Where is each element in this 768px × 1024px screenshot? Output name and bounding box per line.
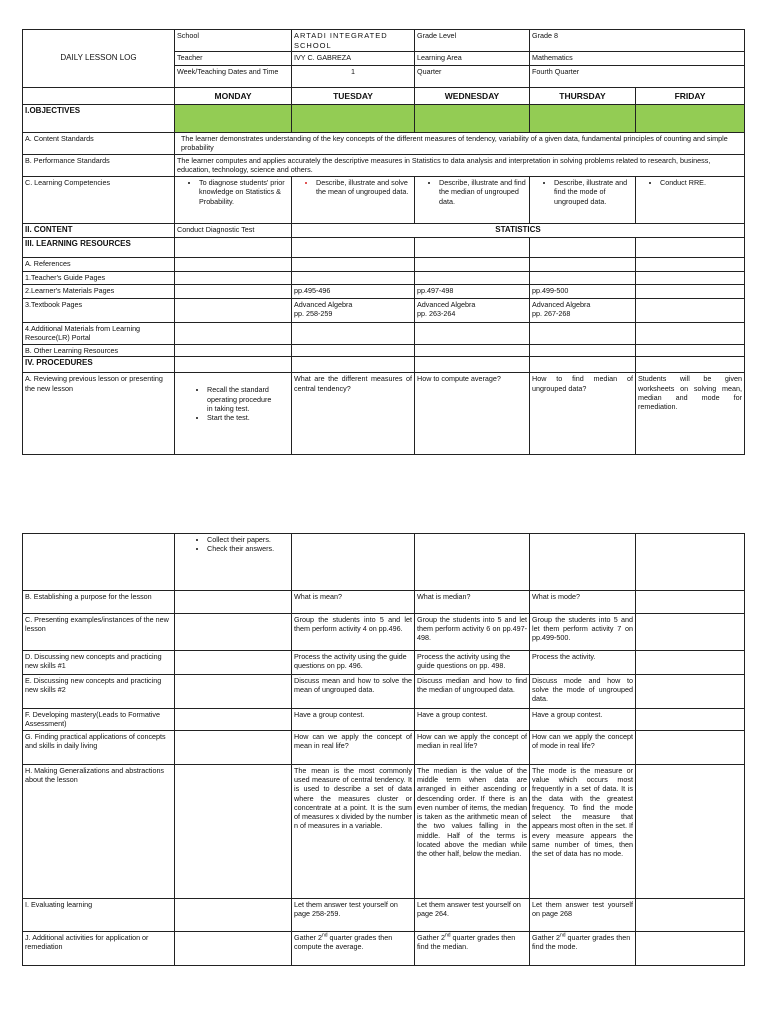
purpose-wed: What is median? [415,591,530,614]
quarter-label: Quarter [415,66,530,88]
week-label: Week/Teaching Dates and Time [175,66,292,88]
applications-wed: How can we apply the concept of median in real life? [415,731,530,765]
day-thursday: THURSDAY [530,88,636,105]
objectives-heading: I.OBJECTIVES [23,105,175,133]
objectives-fill-tue [292,105,415,133]
lesson-log-table-page1 [22,29,745,455]
mastery-thu: Have a group contest. [530,709,636,731]
textbook-tue: Advanced Algebra pp. 258-259 [292,299,415,323]
evaluating-label: I. Evaluating learning [23,899,175,932]
examples-tue: Group the students into 5 and let them perform activity 4 on pp.496. [292,614,415,651]
applications-label: G. Finding practical applications of concepts and skills in daily living [23,731,175,765]
content-standards-text: The learner demonstrates understanding of the key concepts of the different measures of tendency, variability of a given data, fundamental principles of counting and simple probability [175,133,745,155]
generalizations-wed: The median is the value of the middle term when data are arranged in either ascending or descending order. If there is an even number of items, the median is taken as the arithmetic mean of the two values falling in the middle. Half of the terms is located above the median while the other half, below the median. [415,765,530,899]
competencies-label: C. Learning Competencies [23,177,175,224]
performance-standards-label: B. Performance Standards [23,155,175,177]
review-mon [175,373,292,455]
performance-standards-text: The learner computes and applies accurately the descriptive measures in Statistics to data analysis and interpretation in solving problems related to research, business, education, technology, science and others. [175,155,745,177]
generalizations-label: H. Making Generalizations and abstractions about the lesson [23,765,175,899]
purpose-label: B. Establishing a purpose for the lesson [23,591,175,614]
competency-item: • To diagnose students' prior knowledge on Statistics & Probability. [199,178,289,206]
purpose-thu: What is mode? [530,591,636,614]
references-label: A. References [23,258,175,272]
day-wednesday: WEDNESDAY [415,88,530,105]
competency-tue [292,177,415,224]
review-item: • Check their answers. [207,544,289,553]
examples-label: C. Presenting examples/instances of the new lesson [23,614,175,651]
day-monday: MONDAY [175,88,292,105]
concepts-1-tue: Process the activity using the guide questions on pp. 496. [292,651,415,675]
objectives-fill-wed [415,105,530,133]
learning-area-label: Learning Area [415,52,530,66]
week-value: 1 [292,66,415,88]
review-mon-continued [175,534,292,591]
competency-wed [415,177,530,224]
concepts-1-label: D. Discussing new concepts and practicing new skills #1 [23,651,175,675]
competency-mon [175,177,292,224]
lm-pages-wed: pp.497-498 [415,285,530,299]
content-monday: Conduct Diagnostic Test [175,224,292,238]
competency-fri [636,177,745,224]
teacher-guide-label: 1.Teacher's Guide Pages [23,272,175,285]
evaluating-wed: Let them answer test yourself on page 264. [415,899,530,932]
teacher-value: IVY C. GABREZA [292,52,415,66]
teacher-label: Teacher [175,52,292,66]
examples-wed: Group the students into 5 and let them perform activity 6 on pp.497-498. [415,614,530,651]
additional-activities-wed: Gather 2nd quarter grades then find the median. [415,932,530,966]
school-label: School [175,30,292,52]
textbook-thu: Advanced Algebra pp. 267-268 [530,299,636,323]
concepts-1-wed: Process the activity using the guide questions on pp. 498. [415,651,530,675]
examples-thu: Group the students into 5 and let them perform activity 7 on pp.499-500. [530,614,636,651]
mastery-tue: Have a group contest. [292,709,415,731]
blank-cell [23,88,175,105]
content-standards-label: A. Content Standards [23,133,175,155]
review-wed: How to compute average? [415,373,530,455]
textbook-wed: Advanced Algebra pp. 263-264 [415,299,530,323]
lm-pages-thu: pp.499-500 [530,285,636,299]
review-tue: What are the different measures of central tendency? [292,373,415,455]
learning-resources-heading: III. LEARNING RESOURCES [23,238,175,258]
learner-materials-label: 2.Learner's Materials Pages [23,285,175,299]
concepts-1-thu: Process the activity. [530,651,636,675]
lesson-log-table-page2 [22,533,745,966]
review-item: • Start the test. [207,413,275,422]
log-title: DAILY LESSON LOG [23,30,175,88]
objectives-fill-mon [175,105,292,133]
competency-item: • Describe, illustrate and find the mode of ungrouped data. [554,178,633,206]
review-fri: Students will be given worksheets on solving mean, median and mode for remediation. [636,373,745,455]
objectives-fill-thu [530,105,636,133]
additional-activities-thu: Gather 2nd quarter grades then find the mode. [530,932,636,966]
applications-thu: How can we apply the concept of mode in real life? [530,731,636,765]
competency-thu [530,177,636,224]
review-lesson-label: A. Reviewing previous lesson or presenting the new lesson [23,373,175,455]
applications-tue: How can we apply the concept of mean in real life? [292,731,415,765]
generalizations-thu: The mode is the measure or value which occurs most frequently in a set of data. It is the data with the greatest frequency. To find the mode select the measure that appears most often in the set. If every measure appears the same number of times, then the set of data has no mode. [530,765,636,899]
learning-area-value: Mathematics [530,52,745,66]
day-tuesday: TUESDAY [292,88,415,105]
other-resources-label: B. Other Learning Resources [23,345,175,357]
competency-item: • Describe, illustrate and find the median of ungrouped data. [439,178,527,206]
concepts-2-thu: Discuss mode and how to solve the mode of ungrouped data. [530,675,636,709]
concepts-2-wed: Discuss median and how to find the median of ungrouped data. [415,675,530,709]
evaluating-thu: Let them answer test yourself on page 268 [530,899,636,932]
lm-pages-tue: pp.495-496 [292,285,415,299]
concepts-2-tue: Discuss mean and how to solve the mean of ungrouped data. [292,675,415,709]
day-friday: FRIDAY [636,88,745,105]
content-heading: II. CONTENT [23,224,175,238]
generalizations-tue: The mean is the most commonly used measure of central tendency. It is used to describe a set of data where the measures cluster or concentrate at a point. It is the sum of measures x divided by the number n of measures in a variable. [292,765,415,899]
additional-materials-label: 4.Additional Materials from Learning Resource(LR) Portal [23,323,175,345]
additional-activities-label: J. Additional activities for application or remediation [23,932,175,966]
purpose-tue: What is mean? [292,591,415,614]
mastery-wed: Have a group contest. [415,709,530,731]
content-statistics: STATISTICS [292,224,745,238]
textbook-label: 3.Textbook Pages [23,299,175,323]
additional-activities-tue: Gather 2nd quarter grades then compute the average. [292,932,415,966]
review-item: • Recall the standard operating procedure in taking test. [207,385,275,413]
grade-level-label: Grade Level [415,30,530,52]
concepts-2-label: E. Discussing new concepts and practicing new skills #2 [23,675,175,709]
competency-item: • Conduct RRE. [660,178,742,187]
procedures-heading: IV. PROCEDURES [23,357,175,373]
quarter-value: Fourth Quarter [530,66,745,88]
review-thu: How to find median of ungrouped data? [530,373,636,455]
objectives-fill-fri [636,105,745,133]
evaluating-tue: Let them answer test yourself on page 258-259. [292,899,415,932]
grade-level-value: Grade 8 [530,30,745,52]
competency-item: • Describe, illustrate and solve the mean of ungrouped data. [316,178,412,196]
mastery-label: F. Developing mastery(Leads to Formative Assessment) [23,709,175,731]
review-item: • Collect their papers. [207,535,289,544]
school-value: ARTADI INTEGRATED SCHOOL [292,30,415,52]
